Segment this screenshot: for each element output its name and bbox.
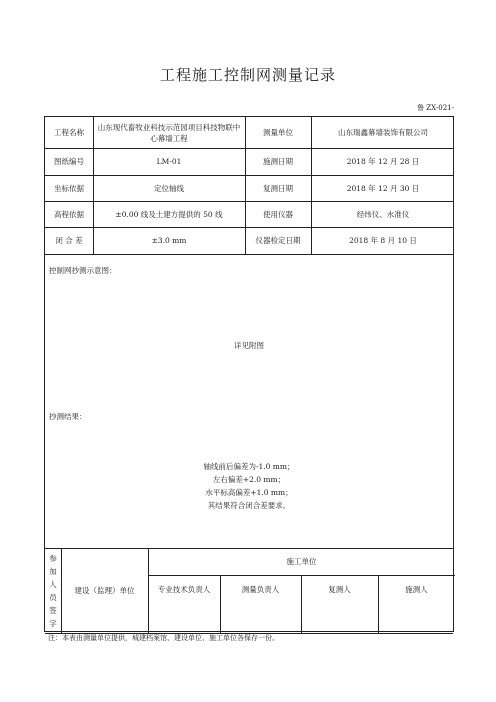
- side-char: 加: [49, 566, 57, 576]
- construction-unit-label: 施工单位: [286, 557, 317, 566]
- result-line: 水平标高偏差+1.0 mm；: [205, 488, 293, 497]
- survey-date-value: 2018 年 12 月 28 日: [346, 157, 420, 166]
- results-label: 抄测结果：: [49, 412, 87, 421]
- coordinate-basis-value: 定位轴线: [154, 183, 184, 193]
- row-divider: [45, 254, 453, 255]
- closure-error-label: 闭 合 差: [55, 236, 83, 245]
- drawing-number-value: LM-01: [156, 157, 182, 166]
- survey-unit-label: 测量单位: [263, 128, 293, 137]
- side-char: 人: [49, 579, 57, 589]
- diagram-label: 控制网抄测示意图：: [49, 266, 117, 275]
- elevation-basis-value: ±0.00 线及土建方提供的 50 线: [115, 209, 223, 219]
- side-char: 员: [49, 592, 57, 602]
- recheck-date-label: 复测日期: [263, 183, 293, 193]
- side-char: 字: [49, 618, 57, 628]
- participants-signature-label: [45, 548, 61, 633]
- rechecker-label: 复测人: [328, 584, 351, 594]
- record-table: [44, 116, 454, 632]
- recheck-date-value: 2018 年 12 月 30 日: [346, 183, 420, 193]
- project-name-value: 山东现代畜牧业科技示范园项目科技物联中心幕墙工程: [97, 122, 241, 143]
- diagram-content: 详见附图: [234, 341, 264, 350]
- result-line: 左右偏差+2.0 mm；: [212, 475, 286, 484]
- survey-unit-value: 山东瑞鑫幕墙装饰有限公司: [338, 128, 428, 137]
- instrument-label: 使用仪器: [263, 209, 293, 219]
- drawing-number-label: 图纸编号: [54, 157, 84, 166]
- closure-error-value: ±3.0 mm: [151, 236, 187, 245]
- side-char: 签: [49, 605, 57, 615]
- side-char: 参: [49, 553, 57, 563]
- form-code: 鲁 ZX-021-: [417, 104, 454, 112]
- footnote: 注：本表由测量单位提供，城建档案馆、建设单位、施工单位各保存一份。: [48, 634, 279, 642]
- calibration-date-value: 2018 年 8 月 10 日: [349, 236, 417, 245]
- form-title: 工程施工控制网测量记录: [159, 66, 336, 84]
- calibration-date-label: 仪器检定日期: [255, 236, 301, 245]
- instrument-value: 经纬仪、水准仪: [356, 209, 410, 219]
- result-line: 轴线前后偏差为-1.0 mm；: [203, 462, 295, 471]
- survey-date-label: 施测日期: [263, 157, 293, 166]
- survey-lead-label: 测量负责人: [241, 584, 280, 594]
- surveyor-label: 施测人: [405, 584, 428, 594]
- result-line: 其结果符合闭合差要求。: [207, 501, 291, 510]
- supervisor-unit-label: 建设（监理）单位: [74, 586, 135, 595]
- coordinate-basis-label: 坐标依据: [54, 183, 84, 193]
- technical-lead-label: 专业技术负责人: [157, 584, 211, 594]
- project-name-label: 工程名称: [54, 128, 84, 137]
- elevation-basis-label: 高程依据: [54, 209, 84, 219]
